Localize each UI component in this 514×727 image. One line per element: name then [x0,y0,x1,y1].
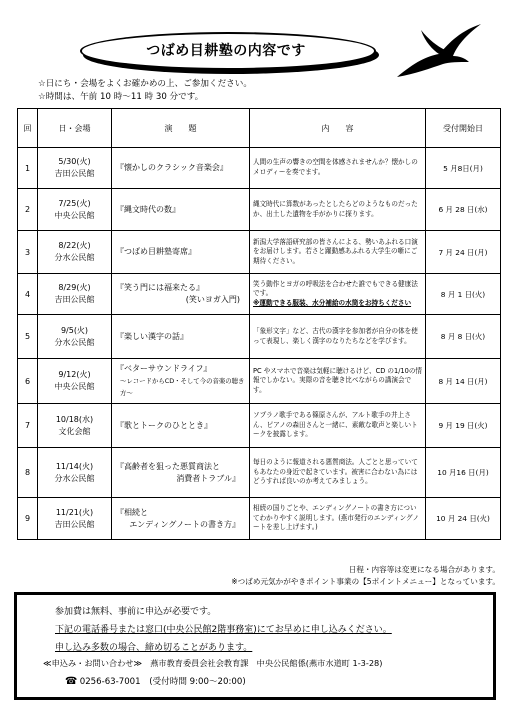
row-content [250,448,426,498]
intro-text [38,78,252,104]
row-content-text: 笑う動作とヨガの呼吸法を合わせた誰でもできる健康法です。 [253,279,418,298]
row-title [112,498,250,540]
row-start-date [426,404,501,448]
row-date: 8/22(火) [58,241,91,250]
row-content [250,315,426,359]
row-number [18,404,38,448]
row-start-date-text: 8 月 8 日(火) [440,332,486,341]
row-start-date [426,359,501,404]
intro-line-time: ☆時間は、午前 10 時～11 時 30 分です。 [38,92,204,102]
row-venue: 分水公民館 [54,473,95,483]
row-title [112,315,250,359]
row-number-text: 9 [24,514,31,523]
row-number [18,148,38,189]
notes [17,564,500,588]
table-row [18,148,501,189]
row-start-date [426,231,501,274]
row-venue: 分水公民館 [54,337,95,347]
row-title-text: 『懐かしのクラシック音楽会』 [116,163,228,172]
header-title: 演 題 [112,109,250,148]
row-date: 9/12(火) [58,370,91,379]
row-venue: 中央公民館 [54,210,95,220]
row-title-sub: ～レコードからCD・そして今の音楽の聴き方～ [120,377,245,397]
row-title [112,274,250,315]
header-no: 回 [18,109,38,148]
row-content-text: 「象形文字」など、古代の漢字を参加者が自分の体を使って表現し、楽しく漢字のなりたちなどを学びます。 [253,326,418,345]
row-number-text: 1 [24,163,31,173]
row-number-text: 8 [24,468,31,477]
row-start-date-text: 10 月 24 日(火) [436,514,490,523]
row-start-date [426,274,501,315]
table-row [18,274,501,315]
header-date-venue: 日・会場 [38,109,112,148]
row-content-text: 縄文時代に算数があったとしたらどのようなものだったか、出土した遺物を手がかりに探ります。 [253,199,418,218]
row-content-text: 相続の国りごとや、エンディングノートの書き方についてわかりやすく説明します。(燕市発行のエンディングノートを差し上げます。) [253,504,420,532]
row-number [18,274,38,315]
row-number-text: 4 [24,289,31,299]
row-content-text: 人間の生声の響きの空間を体感されませんか？懐かしのメロディーを奏でます。 [253,158,418,176]
row-title [112,148,250,189]
row-content [250,148,426,189]
row-start-date [426,498,501,540]
row-date-venue [38,498,112,540]
row-venue: 吉田公民館 [54,519,95,529]
row-date-venue [38,231,112,274]
table-row [18,404,501,448]
table-row [18,448,501,498]
row-content [250,231,426,274]
row-content [250,189,426,231]
row-title [112,189,250,231]
row-number-text: 3 [24,247,31,257]
row-start-date [426,448,501,498]
row-content-text: 新潟大学落語研究部の皆さんによる、勢いあふれる口演をお届けします。若さと躍動感あふれる大学生の噺にご期待ください。 [253,237,418,265]
row-venue: 吉田公民館 [54,295,95,304]
row-venue: 分水公民館 [54,253,95,262]
phone-line [65,675,246,687]
row-start-date-text: 7 月 24 日(月) [438,247,488,257]
row-title-text: 『相続と [116,507,148,517]
row-content-text: PC やスマホで音楽は気軽に聴けるけど、CD の1/10の情報でしかない。実際の音を聴き比べながらの講演会です。 [253,366,423,394]
row-content-text: 毎日のように報道される悪質商法。人ごとと思っていてもあなたの身近で起きています。被害に合わない為にはどうすれば良いのか考えてみましょう。 [253,458,418,486]
row-number [18,448,38,498]
row-number-text: 6 [24,376,31,386]
row-title-text: 『楽しい漢字の話』 [116,331,188,341]
row-title [112,448,250,498]
row-title [112,231,250,274]
row-date-venue [38,315,112,359]
row-date: 5/30(火) [58,157,91,166]
row-date: 11/14(火) [55,461,94,471]
swallow-icon [395,22,485,82]
row-content [250,404,426,448]
row-venue: 吉田公民館 [54,169,95,178]
row-title-text: 『高齢者を狙った悪質商法と [116,461,220,471]
row-title-text: 『つばめ目耕塾寄席』 [116,247,196,256]
row-content-note: ※運動できる服装、水分補給の水筒をお持ちください [253,298,412,307]
table-row [18,315,501,359]
apply-note: 下記の電話番号または窓口(中央公民館2階事務室)にてお早めに申し込みください。 [55,625,392,635]
row-number [18,498,38,540]
row-content [250,274,426,315]
row-venue: 文化会館 [58,426,91,436]
row-title-text: 『ベターサウンドライフ』 [116,364,212,373]
row-start-date [426,189,501,231]
row-start-date [426,315,501,359]
row-title-sub: (笑いヨガ入門) [185,295,240,304]
row-title [112,404,250,448]
row-title-text: 『縄文時代の数』 [116,204,180,214]
phone-icon: ☎ [65,676,78,687]
row-date: 11/21(火) [55,507,94,517]
row-title-sub: 消費者トラブル』 [176,473,240,483]
title-banner [80,30,380,72]
row-start-date-text: 9 月 19 日(火) [438,421,488,430]
deadline-note: 申し込み多数の場合、締め切ることがあります。 [55,643,253,653]
table-row [18,498,501,540]
row-number [18,189,38,231]
fee-note: 参加費は無料、事前に申込が必要です。 [55,607,217,617]
row-date-venue [38,274,112,315]
row-date: 8/29(火) [58,283,91,292]
table-row [18,189,501,231]
header-start-date: 受付開始日 [426,109,501,148]
row-number [18,231,38,274]
row-number [18,359,38,404]
table-row [18,231,501,274]
table-row [18,359,501,404]
table-header-row [18,109,501,148]
row-title-sub: エンディングノートの書き方』 [129,519,240,529]
row-start-date-text: 10 月16 日(月) [437,468,489,477]
row-date-venue [38,148,112,189]
row-start-date-text: 5 月8日(月) [443,163,483,173]
row-start-date-text: 8 月 14 日(月) [438,376,488,386]
info-box [14,592,496,700]
row-number-text: 2 [24,205,31,214]
row-date: 7/25(火) [58,198,91,208]
row-number-text: 5 [24,332,31,341]
row-date: 10/18(水) [55,414,94,424]
row-content-text: ソプラノ歌手である篠原さんが、アルト歌手の井上さん、ピアノの森田さんと一緒に、素敵な歌声と楽しいトークを披露します。 [253,411,418,439]
note-change: 日程・内容等は変更になる場合があります。 [348,565,500,574]
row-start-date [426,148,501,189]
row-date-venue [38,448,112,498]
row-title-text: 『笑う門には福来たる』 [116,283,204,292]
row-content [250,498,426,540]
row-number [18,315,38,359]
row-title-text: 『歌とトークのひととき』 [116,420,212,430]
contact-info: ≪申込み・お問い合わせ≫ 燕市教育委員会社会教育課 中央公民館係(燕市水道町 1-3-28) [43,658,383,668]
page-title: つばめ目耕塾の内容です [146,43,306,59]
row-date: 9/5(火) [60,325,89,335]
row-date-venue [38,359,112,404]
row-start-date-text: 8 月 1 日(火) [440,289,486,299]
row-date-venue [38,189,112,231]
row-title [112,359,250,404]
schedule-table [17,108,501,540]
phone-number: 0256-63-7001 (受付時間 9:00～20:00) [79,677,246,687]
note-points: ※つばめ元気かがやきポイント事業の【5ポイントメニュー】となっています。 [231,577,500,586]
row-number-text: 7 [24,421,31,430]
row-content [250,359,426,404]
intro-line-date: ☆日にち・会場をよくお確かめの上、ご参加ください。 [38,79,252,89]
row-date-venue [38,404,112,448]
row-venue: 中央公民館 [54,382,95,391]
row-start-date-text: 6 月 28 日(水) [438,205,488,214]
header-content: 内 容 [250,109,426,148]
